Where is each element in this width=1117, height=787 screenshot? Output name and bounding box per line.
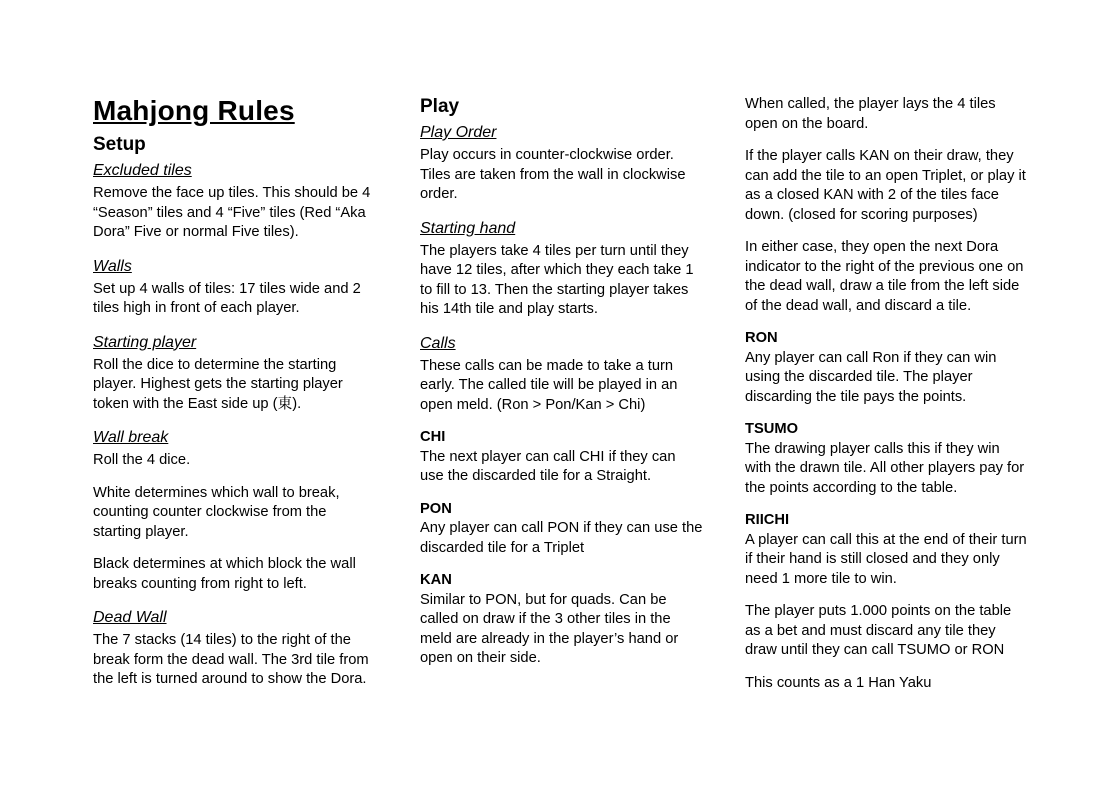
paragraph-riichi-3: This counts as a 1 Han Yaku — [745, 674, 932, 691]
heading-setup: Setup — [93, 134, 146, 155]
subheading-starting-player: Starting player — [93, 333, 197, 351]
column-calls-continued — [745, 95, 1028, 706]
paragraph-wall-break-3: Black determines at which block the wall breaks counting from right to left. — [93, 556, 356, 592]
subheading-wall-break: Wall break — [93, 429, 169, 446]
subheading-walls: Walls — [93, 257, 132, 275]
paragraph-kan: Similar to PON, but for quads. Can be called on draw if the 3 other tiles in the meld are already in the player’s hand or open on their side. — [420, 591, 679, 666]
subheading-calls: Calls — [420, 334, 456, 352]
paragraph-kan-dora: In either case, they open the next Dora indicator to the right of the previous one on the dead wall, draw a tile from the left side of the dead wall, and discard a tile. — [745, 239, 1024, 314]
paragraph-starting-player: Roll the dice to determine the starting player. Highest gets the starting player token with the East side up (東). — [93, 356, 343, 412]
paragraph-wall-break-2: White determines which wall to break, counting counter clockwise from the starting player. — [93, 484, 340, 540]
paragraph-pon: Any player can call PON if they can use the discarded tile for a Triplet — [420, 520, 703, 556]
paragraph-play-order: Play occurs in counter-clockwise order. Tiles are taken from the wall in clockwise order. — [420, 147, 686, 202]
paragraph-kan-on-draw: If the player calls KAN on their draw, they can add the tile to an open Triplet, or play it as a closed KAN with 2 of the tiles face down. (closed for scoring purposes) — [745, 148, 1026, 223]
document-title: Mahjong Rules — [93, 95, 295, 126]
column-play — [420, 95, 703, 682]
miniheading-pon: PON — [420, 500, 452, 517]
paragraph-excluded-tiles: Remove the face up tiles. This should be 4 “Season” tiles and 4 “Five” tiles (Red “Aka Dora” Five or normal Five tiles). — [93, 185, 371, 240]
subheading-dead-wall: Dead Wall — [93, 609, 167, 626]
miniheading-kan: KAN — [420, 572, 452, 588]
paragraph-starting-hand: The players take 4 tiles per turn until they have 12 tiles, after which they each take 1 to fill to 13. Then the starting player takes his 14th tile and play starts. — [420, 242, 694, 317]
paragraph-tsumo: The drawing player calls this if they win with the drawn tile. All other players pay for the points according to the table. — [745, 440, 1025, 496]
miniheading-ron: RON — [745, 330, 778, 346]
paragraph-chi: The next player can call CHI if they can use the discarded tile for a Straight. — [420, 448, 676, 484]
subheading-excluded-tiles: Excluded tiles — [93, 162, 192, 179]
paragraph-walls: Set up 4 walls of tiles: 17 tiles wide and 2 tiles high in front of each player. — [93, 280, 361, 316]
paragraph-ron: Any player can call Ron if they can win using the discarded tile. The player discarding the tile pays the points. — [745, 349, 997, 405]
paragraph-riichi-1: A player can call this at the end of their turn if their hand is still closed and they only need 1 more tile to win. — [745, 531, 1027, 587]
miniheading-tsumo: TSUMO — [745, 421, 799, 437]
column-setup — [93, 93, 376, 703]
miniheading-riichi: RIICHI — [745, 512, 790, 528]
paragraph-dead-wall: The 7 stacks (14 tiles) to the right of the break form the dead wall. The 3rd tile from the left is turned around to show the Dora. — [93, 632, 369, 687]
heading-play: Play — [420, 96, 460, 117]
paragraph-kan-called: When called, the player lays the 4 tiles open on the board. — [745, 96, 996, 132]
paragraph-riichi-2: The player puts 1.000 points on the table as a bet and must discard any tile they draw until they can call TSUMO or RON — [745, 603, 1012, 658]
paragraph-wall-break-1: Roll the 4 dice. — [93, 452, 191, 468]
paragraph-calls: These calls can be made to take a turn early. The called tile will be played in an open meld. (Ron > Pon/Kan > Chi) — [420, 357, 678, 413]
miniheading-chi: CHI — [420, 429, 446, 445]
subheading-play-order: Play Order — [420, 124, 497, 141]
subheading-starting-hand: Starting hand — [420, 219, 516, 237]
